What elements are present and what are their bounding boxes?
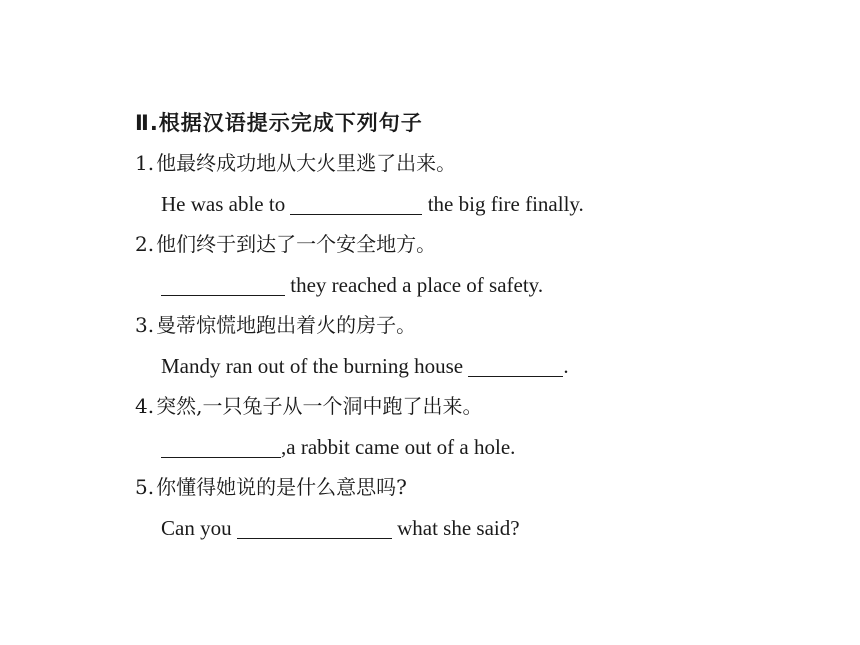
item-4-chinese-prompt: 突然,一只兔子从一个洞中跑了出来。 xyxy=(156,394,483,418)
item-3-english-before: Mandy ran out of the burning house xyxy=(161,353,469,378)
item-3-english-after: . xyxy=(563,353,569,378)
item-1-english-after: the big fire finally. xyxy=(422,191,584,216)
item-4-english-after: ,a rabbit came out of a hole. xyxy=(281,434,516,459)
item-1-number: 1. xyxy=(135,151,155,175)
item-2-chinese-prompt: 他们终于到达了一个安全地方。 xyxy=(156,232,437,256)
item-2-number: 2. xyxy=(135,232,155,256)
item-5-english-after: what she said? xyxy=(391,515,520,540)
item-5-english-before: Can you xyxy=(161,515,237,540)
section-title: Ⅱ.根据汉语提示完成下列句子 xyxy=(135,111,423,135)
item-3-english-line xyxy=(135,346,775,387)
item-5-number: 5. xyxy=(135,475,155,499)
item-3-chinese-line xyxy=(135,305,775,346)
item-2-english-after: they reached a place of safety. xyxy=(285,272,544,297)
item-1-answer-blank[interactable] xyxy=(290,190,422,215)
exercise-sheet xyxy=(135,103,775,548)
item-2-answer-blank[interactable] xyxy=(161,271,285,296)
item-3-number: 3. xyxy=(135,313,155,337)
item-4-chinese-line xyxy=(135,386,775,427)
item-5-english-line xyxy=(135,508,775,549)
item-2-chinese-line xyxy=(135,224,775,265)
item-1-chinese-prompt: 他最终成功地从大火里逃了出来。 xyxy=(156,151,457,175)
item-1-chinese-line xyxy=(135,143,775,184)
item-4-english-line xyxy=(135,427,775,468)
item-1-english-line xyxy=(135,184,775,225)
item-3-chinese-prompt: 曼蒂惊慌地跑出着火的房子。 xyxy=(156,313,417,337)
item-5-chinese-prompt: 你懂得她说的是什么意思吗? xyxy=(156,475,407,499)
item-1-english-before: He was able to xyxy=(161,191,291,216)
item-3-answer-blank[interactable] xyxy=(468,352,563,377)
item-4-answer-blank[interactable] xyxy=(161,433,281,458)
item-2-english-line xyxy=(135,265,775,306)
item-5-answer-blank[interactable] xyxy=(237,514,392,539)
item-4-number: 4. xyxy=(135,394,155,418)
item-5-chinese-line xyxy=(135,467,775,508)
